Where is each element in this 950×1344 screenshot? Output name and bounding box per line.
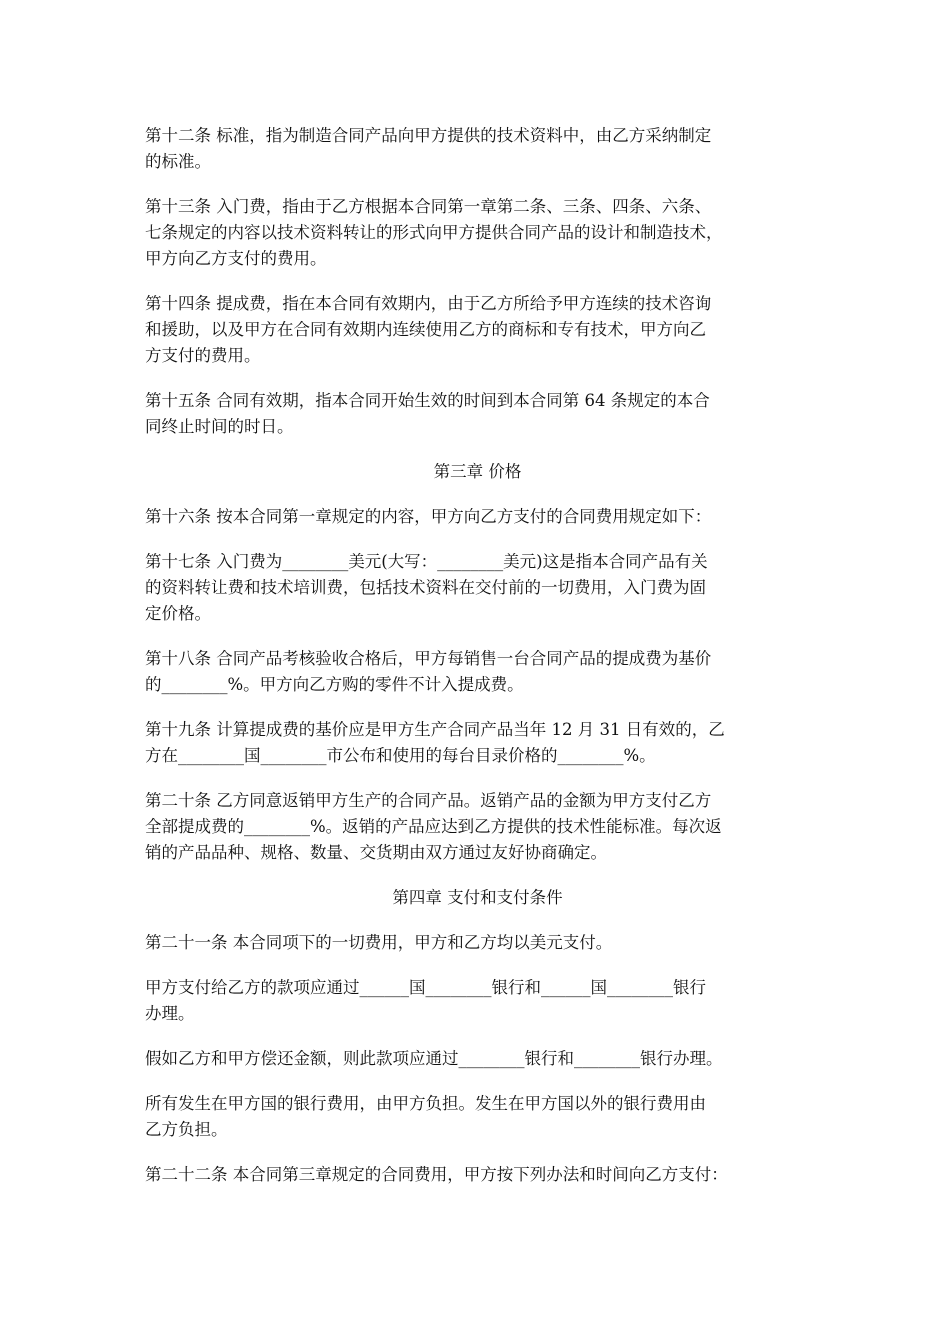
text-line: 方在________国________市公布和使用的每台目录价格的________%。 <box>145 746 656 765</box>
text-line: 第十九条 计算提成费的基价应是甲方生产合同产品当年 12 月 31 日有效的，乙 <box>145 720 725 739</box>
article-18 <box>145 646 810 698</box>
text-line: 假如乙方和甲方偿还金额，则此款项应通过________银行和________银行办理。 <box>145 1049 723 1068</box>
text-line: 全部提成费的________%。返销的产品应达到乙方提供的技术性能标准。每次返 <box>145 817 722 836</box>
text-line: 第十八条 合同产品考核验收合格后，甲方每销售一台合同产品的提成费为基价 <box>145 649 712 668</box>
article-21 <box>145 930 810 956</box>
text-line: 第十六条 按本合同第一章规定的内容，甲方向乙方支付的合同费用规定如下： <box>145 507 712 526</box>
chapter-title: 第四章 支付和支付条件 <box>392 888 563 907</box>
contract-page <box>145 123 810 1207</box>
chapter-3-heading <box>145 459 810 485</box>
text-line: 第十七条 入门费为________美元(大写：________美元)这是指本合同产品有关 <box>145 552 708 571</box>
text-line: 第二十条 乙方同意返销甲方生产的合同产品。返销产品的金额为甲方支付乙方 <box>145 791 712 810</box>
text-line: 的________%。甲方向乙方购的零件不计入提成费。 <box>145 675 524 694</box>
article-15 <box>145 388 810 440</box>
article-22 <box>145 1162 810 1188</box>
text-line: 第十五条 合同有效期，指本合同开始生效的时间到本合同第 64 条规定的本合 <box>145 391 710 410</box>
text-line: 七条规定的内容以技术资料转让的形式向甲方提供合同产品的设计和制造技术， <box>145 223 723 242</box>
text-line: 所有发生在甲方国的银行费用，由甲方负担。发生在甲方国以外的银行费用由 <box>145 1094 706 1113</box>
text-line: 和援助，以及甲方在合同有效期内连续使用乙方的商标和专有技术，甲方向乙 <box>145 320 706 339</box>
article-19 <box>145 717 810 769</box>
article-13 <box>145 194 810 272</box>
article-14 <box>145 291 810 369</box>
text-line: 销的产品品种、规格、数量、交货期由双方通过友好协商确定。 <box>145 843 607 862</box>
text-line: 第十三条 入门费，指由于乙方根据本合同第一章第二条、三条、四条、六条、 <box>145 197 712 216</box>
article-17 <box>145 549 810 627</box>
text-line: 第十二条 标准，指为制造合同产品向甲方提供的技术资料中，由乙方采纳制定 <box>145 126 712 145</box>
text-line: 的资料转让费和技术培训费，包括技术资料在交付前的一切费用，入门费为固 <box>145 578 706 597</box>
repayment-banks-paragraph <box>145 1046 810 1072</box>
text-line: 第十四条 提成费，指在本合同有效期内，由于乙方所给予甲方连续的技术咨询 <box>145 294 712 313</box>
article-16 <box>145 504 810 530</box>
text-line: 第二十一条 本合同项下的一切费用，甲方和乙方均以美元支付。 <box>145 933 613 952</box>
text-line: 方支付的费用。 <box>145 346 261 365</box>
text-line: 乙方负担。 <box>145 1120 228 1139</box>
text-line: 第二十二条 本合同第三章规定的合同费用，甲方按下列办法和时间向乙方支付： <box>145 1165 728 1184</box>
text-line: 的标准。 <box>145 152 211 171</box>
chapter-4-heading <box>145 885 810 911</box>
text-line: 定价格。 <box>145 604 211 623</box>
chapter-title: 第三章 价格 <box>433 462 522 481</box>
text-line: 甲方支付给乙方的款项应通过______国________银行和______国________银行 <box>145 978 706 997</box>
text-line: 同终止时间的时日。 <box>145 417 294 436</box>
payment-banks-paragraph <box>145 975 810 1027</box>
text-line: 甲方向乙方支付的费用。 <box>145 249 327 268</box>
bank-fees-paragraph <box>145 1091 810 1143</box>
text-line: 办理。 <box>145 1004 195 1023</box>
article-20 <box>145 788 810 866</box>
article-12 <box>145 123 810 175</box>
